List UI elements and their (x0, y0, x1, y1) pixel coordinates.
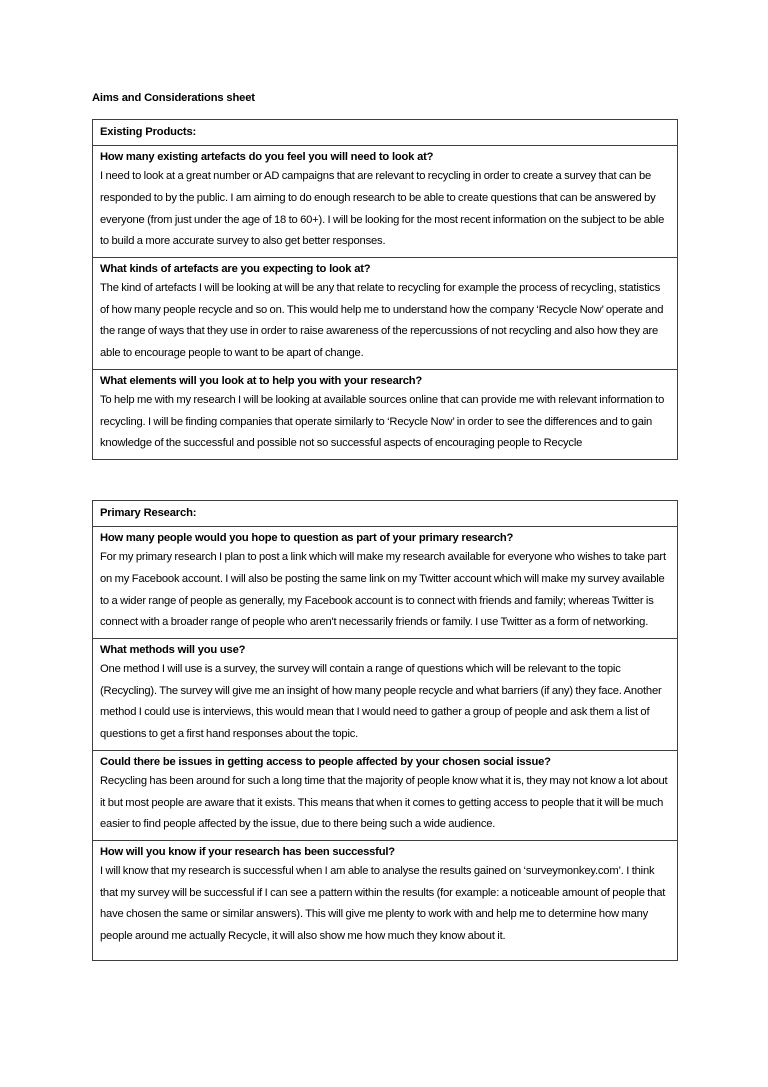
table-row (93, 751, 677, 841)
section-heading: Primary Research: (100, 507, 197, 519)
table-row (93, 370, 677, 459)
section-heading: Existing Products: (100, 126, 197, 138)
table-row (93, 639, 677, 751)
question-text: How many people would you hope to question as part of your primary research? (100, 532, 514, 544)
table-row (93, 527, 677, 639)
answer-text: I will know that my research is successful when I am able to analyse the results gained on ‘surveymonkey.com’. I think that my survey will be successful if I can see a pattern within the results (for example: a noticeable amount of people that have chosen the same or similar answers). This will give me plenty to work with and help me to determine how many people around me actually Recycle, it will also show me how much they know about it. (100, 865, 666, 942)
table-header-row (93, 120, 677, 146)
answer-text: I need to look at a great number or AD campaigns that are relevant to recycling in order to create a survey that can be responded to by the public. I am aiming to do enough research to be able to create questions that can be answered by everyone (from just under the age of 18 to 60+). I will be looking for the most recent information on the subject to be able to build a more accurate survey to also get better responses. (100, 170, 665, 248)
question-text: What kinds of artefacts are you expecting to look at? (100, 262, 371, 275)
table-existing-products (92, 119, 678, 460)
table-row (93, 841, 677, 960)
answer-text: The kind of artefacts I will be looking at will be any that relate to recycling for example the process of recycling, statistics of how many people recycle and so on. This would help me to understand how the company ‘Recycle Now’ operate and the range of ways that they use in order to raise awareness of the repercussions of not recycling and also how they are able to encourage people to want to be apart of change. (100, 282, 664, 359)
question-text: How many existing artefacts do you feel you will need to look at? (100, 151, 434, 163)
table-row (93, 258, 677, 370)
question-text: What methods will you use? (100, 643, 246, 656)
answer-text: To help me with my research I will be looking at available sources online that can provide me with relevant information to recycling. I will be finding companies that operate similarly to ‘Recycle Now’ in order to see the differences and to gain knowledge of the successful and possible not so successful aspects of encouraging people to Recycle (100, 393, 665, 450)
table-primary-research (92, 500, 678, 961)
question-text: What elements will you look at to help you with your research? (100, 374, 423, 387)
question-text: How will you know if your research has been successful? (100, 845, 395, 858)
answer-text: For my primary research I plan to post a link which will make my research available for everyone who wishes to take part on my Facebook account. I will also be posting the same link on my Twitter account which will make my survey available to a wider range of people as generally, my Facebook account is to connect with friends and family; whereas Twitter is connect with a broader range of people who aren't necessarily friends or family. I use Twitter as a form of networking. (100, 551, 666, 629)
table-header-row (93, 501, 677, 527)
page-title: Aims and Considerations sheet (92, 92, 255, 104)
answer-text: Recycling has been around for such a long time that the majority of people know what it is, they may not know a lot about it but most people are aware that it exists. This means that when it comes to getting access to people that it will be much easier to find people affected by the issue, due to there being such a wide audience. (100, 774, 668, 831)
table-row (93, 146, 677, 258)
question-text: Could there be issues in getting access to people affected by your chosen social issue? (100, 755, 551, 768)
answer-text: One method I will use is a survey, the survey will contain a range of questions which will be relevant to the topic (Recycling). The survey will give me an insight of how many people recycle and what barriers (if any) they face. Another method I could use is interviews, this would mean that I would need to gather a group of people and ask them a list of questions to get a first hand responses about the topic. (100, 663, 662, 740)
